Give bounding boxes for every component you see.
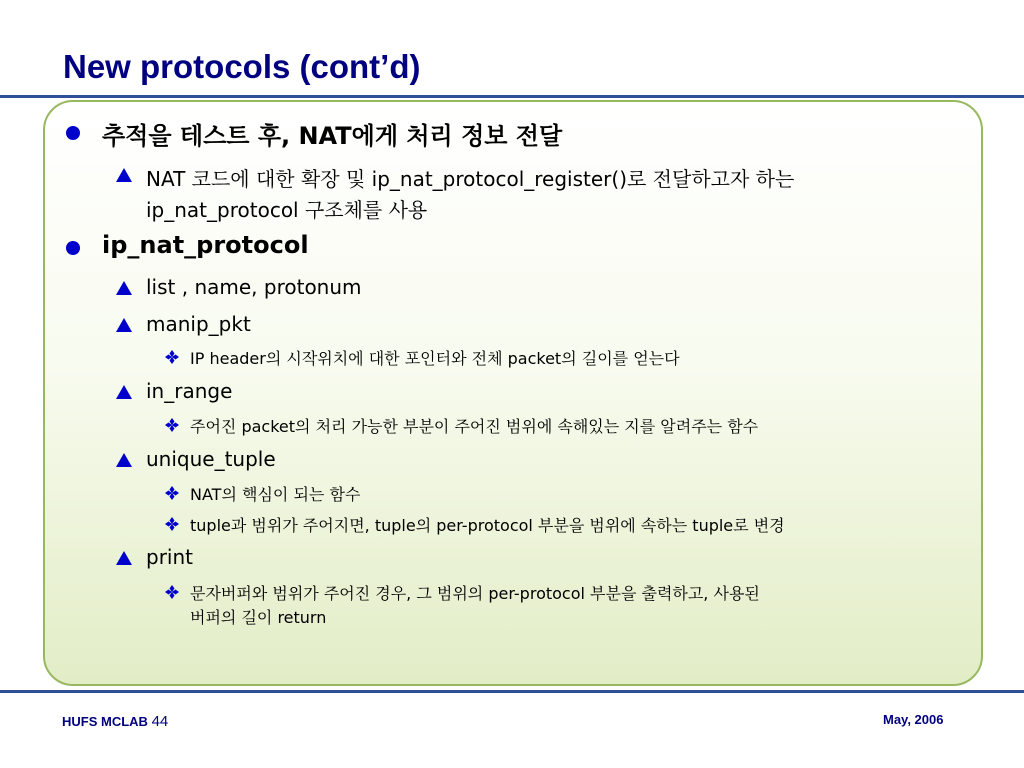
slide-title: New protocols (cont’d) — [63, 48, 421, 85]
footer-org — [62, 713, 168, 730]
triangle-bullet-icon — [116, 385, 132, 399]
bullet-unique-tuple: unique_tuple — [146, 447, 276, 471]
diamond-bullet-icon — [165, 350, 179, 364]
bullet-ip-nat-protocol: ip_nat_protocol — [102, 231, 309, 259]
diamond-bullet-icon — [165, 486, 179, 500]
bullet-in-range-desc: 주어진 packet의 처리 가능한 부분이 주어진 범위에 속해있는 지를 알려주는 함수 — [190, 417, 759, 436]
bullet-nat-code-line1: NAT 코드에 대한 확장 및 ip_nat_protocol_register()로 전달하고자 하는 — [146, 167, 795, 191]
diamond-bullet-icon — [165, 585, 179, 599]
page-number: 44 — [151, 713, 169, 730]
bullet-unique-tuple-desc2: tuple과 범위가 주어지면, tuple의 per-protocol 부분을 범위에 속하는 tuple로 변경 — [190, 516, 785, 535]
diamond-bullet-icon — [165, 418, 179, 432]
triangle-bullet-icon — [116, 551, 132, 565]
triangle-bullet-icon — [116, 168, 132, 182]
triangle-bullet-icon — [116, 281, 132, 295]
bullet-unique-tuple-desc1: NAT의 핵심이 되는 함수 — [190, 485, 361, 504]
bullet-print-desc-line2: 버퍼의 길이 return — [190, 608, 327, 627]
triangle-bullet-icon — [116, 453, 132, 467]
circle-bullet-icon — [66, 126, 80, 140]
circle-bullet-icon — [66, 241, 80, 255]
bullet-in-range: in_range — [146, 379, 233, 403]
bullet-manip-pkt: manip_pkt — [146, 312, 251, 336]
bullet-manip-pkt-desc: IP header의 시작위치에 대한 포인터와 전체 packet의 길이를 얻는다 — [190, 349, 680, 368]
bullet-print-desc-line1: 문자버퍼와 범위가 주어진 경우, 그 범위의 per-protocol 부분을 출력하고, 사용된 — [190, 584, 760, 603]
triangle-bullet-icon — [116, 318, 132, 332]
bullet-list-name-protonum: list , name, protonum — [146, 275, 362, 299]
footer-org-label: HUFS MCLAB — [62, 714, 148, 729]
diamond-bullet-icon — [165, 517, 179, 531]
bottom-divider — [0, 690, 1024, 693]
footer-date: May, 2006 — [883, 712, 944, 727]
bullet-tracking-nat: 추적을 테스트 후, NAT에게 처리 정보 전달 — [102, 122, 563, 150]
bullet-nat-code-line2: ip_nat_protocol 구조체를 사용 — [146, 198, 428, 222]
bullet-print: print — [146, 545, 193, 569]
